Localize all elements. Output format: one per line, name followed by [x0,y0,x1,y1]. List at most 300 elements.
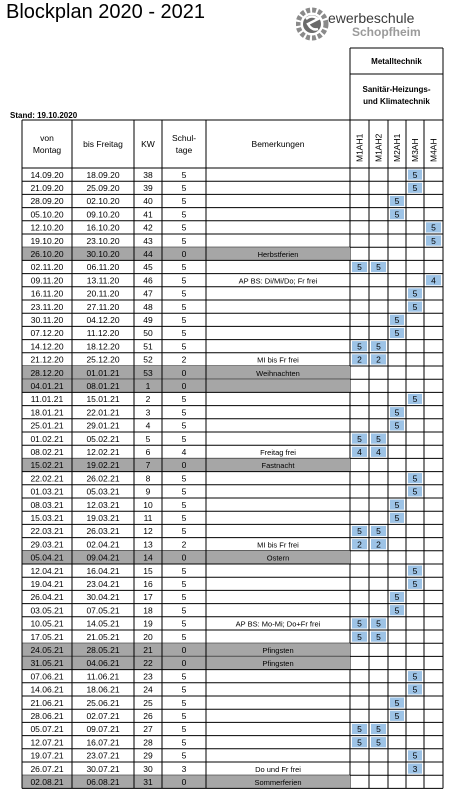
block-cell-value: 5 [412,486,418,497]
table-row [22,262,443,274]
cell-kw: 24 [143,684,153,695]
block-cell-value: 5 [412,750,418,761]
block-cell-value: 5 [394,209,400,220]
block-cell-value: 4 [376,447,381,457]
cell-kw: 5 [145,433,151,444]
block-cell-value: 3 [412,763,418,774]
cell-bis: 02.04.21 [86,539,120,550]
cell-kw: 7 [145,460,151,471]
block-cell-value: 5 [357,526,362,537]
cell-schultage: 0 [181,658,187,669]
cell-von: 05.10.20 [30,209,64,220]
block-cell-value: 2 [357,354,362,365]
block-cell-value: 5 [412,288,418,299]
cell-von: 07.12.20 [30,328,64,339]
cell-schultage: 5 [181,183,187,193]
cell-von: 21.06.21 [30,697,64,708]
block-cell-value: 2 [376,539,381,550]
cell-bis: 01.01.21 [86,367,120,378]
block-cell-value: 5 [376,341,381,352]
table-row [22,539,443,551]
cell-von: 19.07.21 [30,750,64,761]
cell-bemerkung: Fastnacht [261,461,295,471]
cell-schultage: 0 [181,645,187,655]
table-row [22,236,443,248]
cell-von: 31.05.21 [30,658,64,669]
cell-bis: 09.04.21 [86,552,120,563]
cell-bis: 04.12.20 [86,315,120,325]
cell-bemerkung: MI bis Fr frei [257,540,299,550]
cell-bemerkung: Do und Fr frei [255,764,301,774]
cell-bis: 07.05.21 [86,605,120,616]
cell-von: 12.04.21 [30,565,64,576]
block-cell-value: 5 [357,262,362,273]
subdepartment-label: Sanitär-Heizungs- [362,85,431,94]
cell-bis: 05.02.21 [86,433,120,444]
cell-von: 09.11.20 [30,275,64,286]
cell-von: 14.06.21 [30,684,64,695]
block-cell-value: 5 [412,183,418,193]
table-row [22,698,443,710]
cell-von: 12.10.20 [30,222,64,233]
header-schultage: tage [175,145,193,155]
block-cell-value: 5 [394,605,400,616]
table-row [22,551,443,564]
cell-von: 05.04.21 [30,552,64,563]
cell-kw: 1 [145,381,151,391]
table-row [22,618,443,630]
header-kw: KW [141,139,155,149]
block-cell-value: 5 [357,433,362,444]
cell-kw: 18 [143,605,153,616]
cell-schultage: 5 [181,315,187,325]
cell-schultage: 5 [181,526,187,537]
cell-kw: 50 [143,328,153,339]
cell-schultage: 5 [181,341,187,352]
table-row [22,513,443,525]
cell-schultage: 5 [181,711,187,721]
block-cell-value: 5 [412,684,418,695]
cell-kw: 26 [143,711,153,721]
cell-kw: 3 [145,407,151,418]
cell-bis: 06.08.21 [86,777,120,787]
table-row [22,420,443,432]
cell-schultage: 5 [181,169,187,180]
cell-bis: 23.10.20 [86,235,120,246]
table-row [22,366,443,379]
cell-schultage: 0 [181,381,187,391]
cell-bis: 06.11.20 [86,262,120,273]
cell-kw: 47 [143,288,153,299]
cell-kw: 6 [145,447,151,457]
cell-von: 02.11.20 [30,262,64,273]
cell-kw: 38 [143,169,153,180]
block-cell-value: 2 [376,354,381,365]
block-cell-value: 5 [412,671,418,682]
table-row [22,656,443,669]
cell-kw: 44 [143,249,153,259]
header-von-montag: Montag [32,145,62,155]
cell-kw: 29 [143,750,153,761]
cell-von: 18.01.21 [30,407,64,418]
block-cell-value: 5 [376,631,381,642]
cell-bis: 18.12.20 [86,341,120,352]
block-cell-value: 5 [412,565,418,576]
subdepartment-label: und Klimatechnik [363,97,430,106]
cell-von: 08.02.21 [30,447,64,457]
block-cell-value: 5 [376,433,381,444]
cell-bis: 18.09.20 [86,169,120,180]
cell-bis: 16.10.20 [86,222,120,233]
block-cell-value: 5 [394,196,400,207]
cell-bis: 25.09.20 [86,183,120,193]
cell-kw: 53 [143,367,153,378]
cell-von: 03.05.21 [30,605,64,616]
cell-bis: 20.11.20 [86,288,120,299]
cell-schultage: 5 [181,631,187,642]
cell-von: 25.01.21 [30,420,64,431]
cell-bis: 09.10.20 [86,209,120,220]
block-cell-value: 5 [431,235,436,246]
table-row [22,605,443,617]
cell-von: 11.01.21 [30,394,64,405]
cell-bis: 30.10.20 [86,249,120,259]
cell-bemerkung: Ostern [266,553,290,563]
cell-bis: 12.02.21 [86,447,120,457]
table-row [22,222,443,234]
table-row [22,315,443,327]
block-cell-value: 5 [376,526,381,537]
cell-kw: 23 [143,671,153,682]
cell-schultage: 0 [181,367,187,378]
cell-schultage: 5 [181,499,187,510]
block-cell-value: 5 [357,737,362,748]
cell-schultage: 5 [181,579,187,589]
cell-schultage: 5 [181,724,187,735]
cell-kw: 13 [143,539,153,550]
cell-schultage: 5 [181,328,187,339]
table-row [22,407,443,419]
cell-von: 05.07.21 [30,724,64,735]
cell-bis: 25.12.20 [86,354,120,365]
cell-bis: 04.06.21 [86,658,120,669]
block-cell-value: 5 [394,711,400,721]
cell-bemerkung: MI bis Fr frei [257,355,299,365]
cell-schultage: 5 [181,486,187,497]
cell-von: 23.11.20 [30,301,64,312]
cell-schultage: 5 [181,222,187,233]
cell-von: 08.03.21 [30,499,64,510]
cell-bis: 14.05.21 [86,618,120,629]
block-cell-value: 5 [412,579,418,589]
cell-bis: 30.04.21 [86,592,120,603]
table-row [22,724,443,736]
cell-schultage: 3 [181,763,187,774]
cell-bis: 12.03.21 [86,499,120,510]
table-row [22,354,443,366]
cell-von: 15.03.21 [30,513,64,523]
cell-bemerkung: Weihnachten [256,368,300,378]
cell-von: 14.12.20 [30,341,64,352]
cell-schultage: 5 [181,275,187,286]
block-cell-value: 5 [394,499,400,510]
block-cell-value: 5 [394,407,400,418]
cell-kw: 10 [143,499,153,510]
cell-von: 19.04.21 [30,579,64,589]
table-row [22,341,443,353]
cell-bis: 05.03.21 [86,486,120,497]
cell-schultage: 4 [181,447,187,457]
cell-von: 16.11.20 [30,288,64,299]
cell-kw: 11 [143,513,153,523]
cell-kw: 20 [143,631,153,642]
block-cell-value: 5 [394,328,400,339]
cell-bemerkung: AP BS: Mo-Mi; Do+Fr frei [235,619,321,629]
cell-schultage: 0 [181,552,187,563]
cell-kw: 30 [143,763,153,774]
table-row [22,632,443,644]
table-row [22,328,443,340]
cell-schultage: 2 [181,539,187,550]
cell-kw: 16 [143,579,153,589]
table-row [22,288,443,300]
cell-schultage: 5 [181,671,187,682]
cell-schultage: 5 [181,565,187,576]
cell-schultage: 5 [181,513,187,523]
table-row [22,737,443,749]
block-cell-value: 5 [376,724,381,735]
table-row [22,447,443,459]
cell-schultage: 5 [181,433,187,444]
cell-kw: 41 [143,209,153,220]
cell-kw: 31 [143,777,153,787]
table-row [22,394,443,406]
cell-von: 26.10.20 [30,249,64,259]
header-class-m4ah: M4AH [428,138,439,162]
cell-kw: 27 [143,724,153,735]
cell-bis: 23.04.21 [86,579,120,589]
table-row [22,379,443,392]
block-cell-value: 5 [376,262,381,273]
block-cell-value: 4 [357,447,362,457]
cell-bemerkung: Herbstferien [257,250,299,259]
cell-bemerkung: Pfingsten [262,659,294,669]
block-cell-value: 5 [394,697,400,708]
table-row [22,196,443,208]
cell-schultage: 5 [181,196,187,207]
table-row [22,684,443,696]
block-cell-value: 5 [357,724,362,735]
cell-bis: 08.01.21 [86,381,120,391]
cell-kw: 22 [143,658,153,669]
cell-bis: 22.01.21 [86,407,120,418]
cell-bis: 27.11.20 [86,301,120,312]
table-row [22,183,443,195]
block-cell-value: 5 [394,513,400,523]
table-row [22,750,443,762]
header-class-m2ah1: M2AH1 [392,133,402,162]
table-row [22,643,443,656]
cell-von: 19.10.20 [30,235,64,246]
block-cell-value: 2 [357,539,362,550]
cell-schultage: 5 [181,420,187,431]
cell-schultage: 5 [181,394,187,405]
cell-von: 21.12.20 [30,354,64,365]
block-cell-value: 5 [412,169,418,180]
cell-kw: 2 [145,394,151,405]
table-row [22,711,443,723]
table-row [22,458,443,471]
cell-von: 28.12.20 [30,367,64,378]
cell-kw: 52 [143,354,153,365]
table-row [22,302,443,314]
cell-kw: 46 [143,275,153,286]
cell-schultage: 5 [181,737,187,748]
cell-bis: 19.03.21 [86,513,120,523]
block-cell-value: 5 [394,420,400,431]
block-cell-value: 5 [376,618,381,629]
cell-schultage: 5 [181,618,187,629]
table-row [22,671,443,683]
cell-von: 24.05.21 [30,645,64,655]
header-class-m1ah1: M1AH1 [354,133,365,162]
cell-bis: 18.06.21 [86,684,120,695]
cell-bis: 21.05.21 [86,631,120,642]
cell-bis: 02.10.20 [86,196,120,207]
cell-von: 10.05.21 [30,618,64,629]
cell-bis: 25.06.21 [86,697,120,708]
cell-kw: 25 [143,697,153,708]
cell-schultage: 5 [181,262,187,273]
cell-von: 29.03.21 [30,539,64,550]
cell-von: 22.03.21 [30,526,64,537]
cell-von: 15.02.21 [30,460,64,471]
cell-schultage: 2 [181,354,187,365]
cell-kw: 17 [143,592,153,603]
cell-von: 28.06.21 [30,711,64,721]
header-class-m1ah2: M1AH2 [373,133,384,162]
cell-schultage: 5 [181,605,187,616]
table-row [22,592,443,604]
cell-von: 22.02.21 [30,473,64,484]
cell-bemerkung: AP BS: Di/Mi/Do; Fr frei [238,276,318,286]
cell-schultage: 0 [181,249,187,259]
cell-von: 04.01.21 [30,381,64,391]
header-class-m3ah: M3AH [410,138,420,162]
table-row [22,434,443,446]
cell-von: 28.09.20 [30,196,64,207]
header-bemerkungen: Bemerkungen [251,139,305,149]
table-row [22,473,443,485]
page-title: Blockplan 2020 - 2021 [6,1,206,23]
cell-schultage: 5 [181,288,187,299]
table-row [22,566,443,578]
block-cell-value: 5 [357,631,362,642]
cell-bis: 16.04.21 [86,565,120,576]
header-bis-freitag: bis Freitag [83,139,123,149]
cell-kw: 8 [145,473,151,484]
cell-bis: 30.07.21 [86,763,120,774]
table-row [22,764,443,776]
cell-schultage: 5 [181,407,187,418]
cell-schultage: 0 [181,777,187,787]
cell-bemerkung: Pfingsten [262,646,294,655]
cell-bemerkung: Sommerferien [254,778,302,787]
cell-bis: 26.03.21 [86,526,120,537]
cell-schultage: 5 [181,592,187,603]
table-row [22,247,443,260]
cell-schultage: 5 [181,209,187,220]
logo-city-name: Schopfheim [352,25,421,39]
cell-bemerkung: Freitag frei [260,448,296,457]
cell-kw: 15 [143,565,153,576]
cell-von: 01.02.21 [30,433,64,444]
cell-bis: 11.12.20 [86,328,120,339]
cell-bis: 26.02.21 [86,473,120,484]
cell-bis: 09.07.21 [86,724,120,735]
table-row [22,209,443,221]
cell-schultage: 0 [181,460,187,471]
cell-von: 01.03.21 [30,486,64,497]
header-von-montag: von [40,133,54,143]
block-cell-value: 5 [431,222,436,233]
table-row [22,170,443,182]
cell-kw: 42 [143,222,153,233]
block-cell-value: 5 [376,737,381,748]
cell-bis: 19.02.21 [86,460,120,471]
cell-bis: 13.11.20 [86,275,120,286]
department-label: Metalltechnik [371,57,422,66]
cell-von: 30.11.20 [30,315,64,325]
block-cell-value: 5 [412,394,418,405]
block-cell-value: 4 [431,275,436,286]
cell-bis: 16.07.21 [86,737,120,748]
cell-kw: 43 [143,235,153,246]
cell-schultage: 5 [181,750,187,761]
stand-date: Stand: 19.10.2020 [10,111,78,120]
cell-von: 17.05.21 [30,631,64,642]
cell-kw: 9 [145,486,151,497]
table-row [22,579,443,591]
cell-von: 26.07.21 [30,763,64,774]
table-row [22,500,443,512]
cell-von: 07.06.21 [30,671,64,682]
block-cell-value: 5 [357,618,362,629]
cell-schultage: 5 [181,235,187,246]
cell-schultage: 5 [181,473,187,484]
block-cell-value: 5 [357,341,362,352]
cell-kw: 21 [143,645,153,655]
cell-kw: 51 [143,341,153,352]
cell-von: 14.09.20 [30,169,64,180]
header-schultage: Schul- [171,133,197,143]
table-row [22,526,443,538]
table-row [22,486,443,498]
cell-kw: 49 [143,315,153,325]
cell-kw: 12 [143,526,153,537]
cell-von: 21.09.20 [30,183,64,193]
cell-bis: 29.01.21 [86,420,120,431]
cell-bis: 28.05.21 [86,645,120,655]
table-row [22,275,443,287]
cell-von: 26.04.21 [30,592,64,603]
cell-bis: 15.01.21 [86,394,120,405]
cell-bis: 11.06.21 [86,671,120,682]
cell-kw: 40 [143,196,153,207]
cell-schultage: 5 [181,697,187,708]
cell-kw: 19 [143,618,153,629]
cell-schultage: 5 [181,301,187,312]
